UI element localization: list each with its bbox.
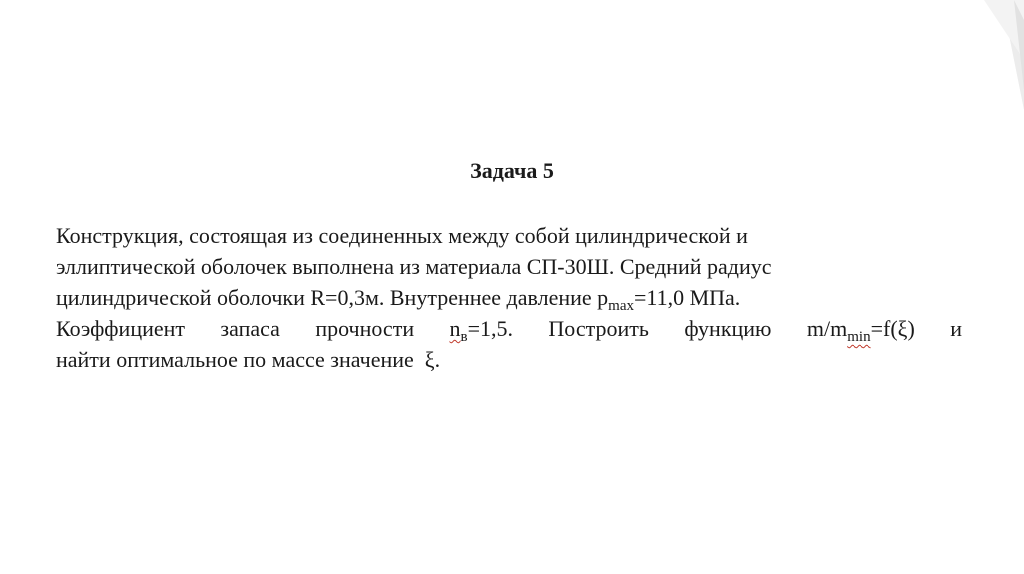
task-line-4 [56, 313, 962, 344]
corner-decoration [954, 0, 1024, 110]
task-line-1: Конструкция, состоящая из соединенных между собой цилиндрической и [56, 223, 748, 248]
task-line-2: эллиптической оболочек выполнена из материала СП-30Ш. Средний радиус [56, 254, 772, 279]
task-text [56, 220, 962, 375]
word-build: Построить [548, 316, 649, 341]
word-reserve: запаса [220, 316, 280, 341]
pressure-subscript: max [608, 298, 634, 314]
pressure-value: =11,0 МПа. [633, 285, 741, 310]
word-strength: прочности [315, 316, 415, 341]
mass-ratio [807, 313, 915, 344]
mass-ratio-text: m/m [806, 316, 848, 341]
safety-factor-symbol: n [449, 316, 461, 341]
word-function: функцию [684, 316, 772, 341]
task-line-3 [56, 282, 962, 313]
mass-ratio-subscript: min [847, 329, 871, 345]
safety-factor-subscript: в [460, 329, 468, 345]
line-3-text: цилиндрической оболочки R=0,3м. Внутреннее давление p [56, 285, 609, 310]
word-coefficient: Коэффициент [56, 316, 186, 341]
safety-factor-value: =1,5. [467, 316, 514, 341]
task-title: Задача 5 [470, 158, 554, 183]
mass-ratio-func: =f(ξ) [870, 316, 915, 341]
word-and: и [950, 316, 962, 341]
task-line-5: найти оптимальное по массе значение ξ. [56, 347, 441, 372]
safety-factor [450, 313, 514, 344]
